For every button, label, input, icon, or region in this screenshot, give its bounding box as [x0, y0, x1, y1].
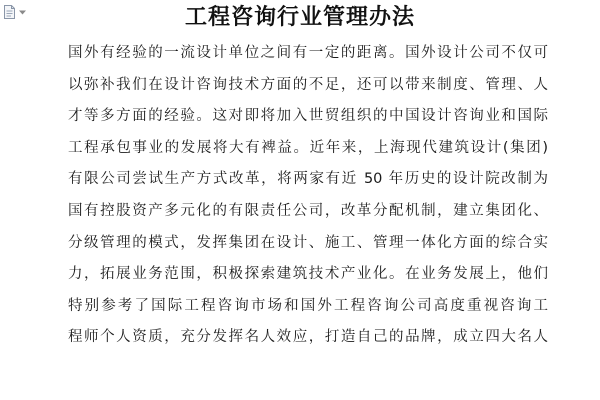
body-line: 国有控股资产多元化的有限责任公司，改革分配机制，建立集团化、 — [68, 202, 548, 219]
body-line: 有限公司尝试生产方式改革，将两家有近 50 年历史的设计院改制为 — [68, 171, 548, 188]
document-body — [68, 38, 548, 354]
body-line: 力，拓展业务范围，积极探索建筑技术产业化。在业务发展上，他们 — [68, 266, 548, 283]
body-line: 工程承包事业的发展将大有裨益。近年来，上海现代建筑设计(集团) — [68, 139, 548, 156]
body-line: 以弥补我们在设计咨询技术方面的不足，还可以带来制度、管理、人 — [68, 76, 548, 93]
body-line: 分级管理的模式，发挥集团在设计、施工、管理一体化方面的综合实 — [68, 234, 548, 251]
document-title: 工程咨询行业管理办法 — [184, 4, 415, 30]
body-line: 国外有经验的一流设计单位之间有一定的距离。国外设计公司不仅可 — [68, 45, 548, 61]
body-line: 程师个人资质，充分发挥名人效应，打造自己的品牌，成立四大名人 — [68, 329, 548, 346]
body-line: 特别参考了国际工程咨询市场和国外工程咨询公司高度重视咨询工 — [68, 297, 548, 314]
body-line: 才等多方面的经验。这对即将加入世贸组织的中国设计咨询业和国际 — [68, 108, 548, 125]
